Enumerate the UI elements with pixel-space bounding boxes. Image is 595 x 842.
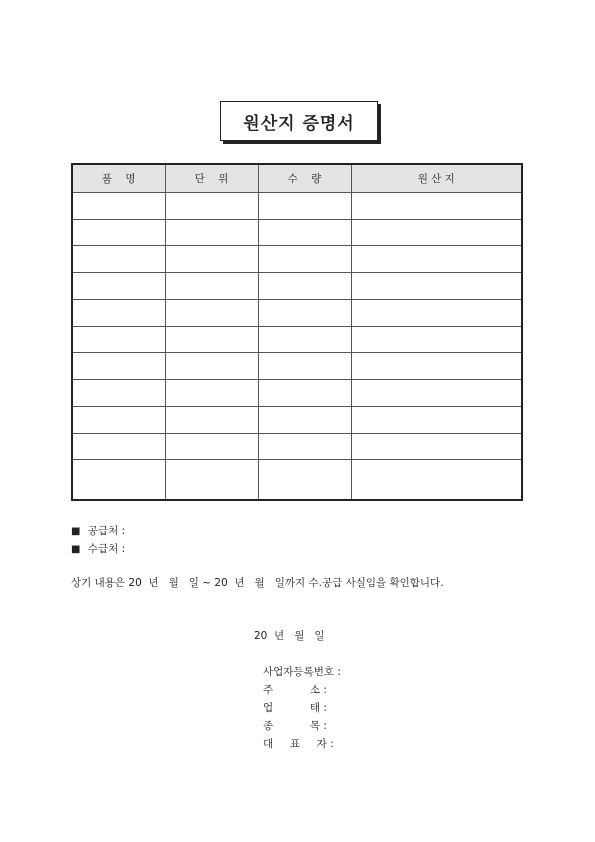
bullet-icon: ■	[71, 526, 81, 537]
bullet-icon: ■	[71, 544, 81, 555]
table-cell[interactable]	[351, 219, 522, 246]
table-cell[interactable]	[72, 380, 165, 407]
table-cell[interactable]	[165, 433, 258, 460]
header-unit: 단 위	[165, 164, 258, 193]
table-cell[interactable]	[165, 353, 258, 380]
table-header-row	[72, 164, 522, 193]
table-cell[interactable]	[165, 326, 258, 353]
table-cell[interactable]	[258, 433, 351, 460]
table-cell[interactable]	[351, 326, 522, 353]
table-row	[72, 380, 522, 407]
table-cell[interactable]	[258, 219, 351, 246]
issue-date: 20 년 월 일	[254, 630, 325, 642]
table-cell[interactable]	[351, 380, 522, 407]
table-cell[interactable]	[351, 460, 522, 500]
table-cell[interactable]	[258, 460, 351, 500]
table-cell[interactable]	[165, 246, 258, 273]
table-cell[interactable]	[258, 326, 351, 353]
table-cell[interactable]	[351, 433, 522, 460]
header-item-name: 품 명	[72, 164, 165, 193]
table-row	[72, 273, 522, 300]
table-cell[interactable]	[258, 246, 351, 273]
table-row	[72, 193, 522, 220]
table-cell[interactable]	[351, 406, 522, 433]
table-row	[72, 433, 522, 460]
table-cell[interactable]	[258, 299, 351, 326]
table-cell[interactable]	[258, 273, 351, 300]
table-cell[interactable]	[351, 246, 522, 273]
table-cell[interactable]	[72, 406, 165, 433]
table-cell[interactable]	[72, 246, 165, 273]
table-row	[72, 460, 522, 500]
table-cell[interactable]	[72, 326, 165, 353]
table-row	[72, 353, 522, 380]
table-cell[interactable]	[72, 433, 165, 460]
business-item-label: 종 목 :	[263, 720, 327, 732]
table-cell[interactable]	[165, 299, 258, 326]
table-cell[interactable]	[351, 273, 522, 300]
table-row	[72, 326, 522, 353]
table-cell[interactable]	[351, 193, 522, 220]
header-origin: 원 산 지	[351, 164, 522, 193]
table-row	[72, 299, 522, 326]
table-cell[interactable]	[258, 406, 351, 433]
table-cell[interactable]	[72, 193, 165, 220]
supplier-line	[71, 523, 125, 538]
representative-label: 대 표 자 :	[263, 738, 334, 750]
table-row	[72, 219, 522, 246]
table-cell[interactable]	[258, 353, 351, 380]
table-cell[interactable]	[258, 380, 351, 407]
receiver-line	[71, 541, 125, 556]
address-label: 주 소 :	[263, 684, 327, 696]
confirmation-statement: 상기 내용은 20 년 월 일 ~ 20 년 월 일까지 수.공급 사실임을 확인합니다.	[71, 577, 444, 589]
table-cell[interactable]	[72, 273, 165, 300]
table-cell[interactable]	[165, 460, 258, 500]
table-cell[interactable]	[165, 193, 258, 220]
table-cell[interactable]	[165, 380, 258, 407]
table-cell[interactable]	[351, 353, 522, 380]
table-cell[interactable]	[351, 299, 522, 326]
table-cell[interactable]	[165, 219, 258, 246]
table-cell[interactable]	[72, 219, 165, 246]
origin-table	[71, 163, 523, 501]
table-cell[interactable]	[72, 353, 165, 380]
business-type-label: 업 태 :	[263, 702, 327, 714]
table-cell[interactable]	[72, 460, 165, 500]
supplier-label: 공급처 :	[87, 525, 126, 537]
document-title: 원산지 증명서	[220, 101, 378, 141]
table-cell[interactable]	[258, 193, 351, 220]
registration-number-label: 사업자등록번호 :	[263, 666, 341, 678]
table-cell[interactable]	[165, 406, 258, 433]
header-quantity: 수 량	[258, 164, 351, 193]
table-row	[72, 246, 522, 273]
table-row	[72, 406, 522, 433]
table-body	[72, 193, 522, 501]
table-cell[interactable]	[165, 273, 258, 300]
table-cell[interactable]	[72, 299, 165, 326]
receiver-label: 수급처 :	[87, 543, 126, 555]
